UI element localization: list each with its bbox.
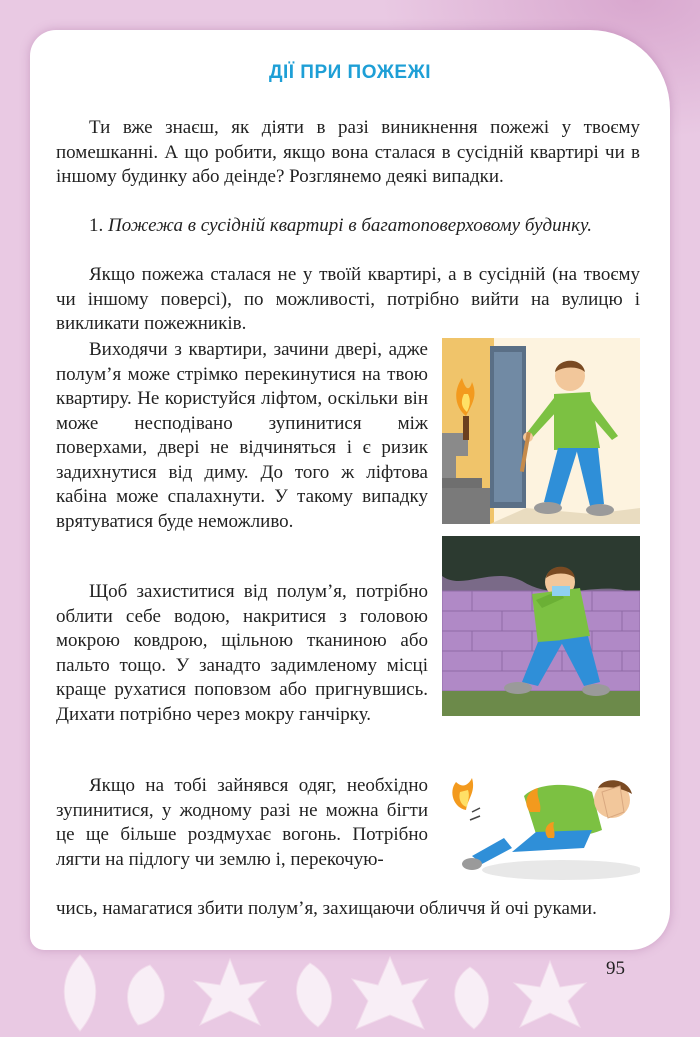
- intro-paragraph: Ти вже знаєш, як діяти в разі виникнення пожежі у твоєму помешканні. А що робити, якщо вона сталася в сусідній квартирі чи в іншому будинку або деінде? Розглянемо деякі випадки.: [56, 117, 640, 187]
- case1-heading: [56, 214, 640, 239]
- illustration-smoke-escape: [442, 536, 640, 716]
- illustration-leaving-apartment: [442, 338, 640, 524]
- case1-body: Якщо пожежа сталася не у твоїй квартирі, а в сусідній (на твоєму чи іншому поверсі), по можливості, потрібно вийти на вулицю і викликати пожежників.: [56, 264, 640, 334]
- page-number: 95: [606, 958, 625, 979]
- case1-title: Пожежа в сусідній квартирі в багатоповерховому будинку.: [108, 215, 592, 236]
- clothing-fire-paragraph: Якщо на тобі зайнявся одяг, необхідно зупинитися, у жодному разі не можна бігти це ще більше роздмухає вогонь. Потрібно лягти на підлогу чи землю і, перекочую-: [56, 775, 428, 870]
- illustration-rolling-on-ground: [442, 752, 640, 886]
- case1-number: 1.: [89, 215, 104, 236]
- clothing-fire-continuation: чись, намагатися збити полум’я, захищаючи обличчя й очі руками.: [56, 898, 597, 919]
- exit-advice-paragraph: Виходячи з квартири, зачини двері, адже полум’я може стрімко перекинутися на твою квартиру. Не користуйся ліфтом, оскільки він може несподівано зупинитися між поверхами, двері не відчиняться і є ризик задихнутися від диму. До того ж ліфтова кабіна може спалахнути. У такому випадку врятуватися буде неможливо.: [56, 339, 428, 532]
- protect-advice-paragraph: Щоб захиститися від полум’я, потрібно облити себе водою, накритися з головою мокрою ковдрою, щільною тканиною або пальто тощо. У занадто задимленому місці краще рухатися поповзом або пригнувшись. Дихати потрібно через мокру ганчірку.: [56, 581, 428, 725]
- decorative-leaves: [40, 945, 600, 1037]
- page-title: ДІЇ ПРИ ПОЖЕЖІ: [268, 62, 432, 83]
